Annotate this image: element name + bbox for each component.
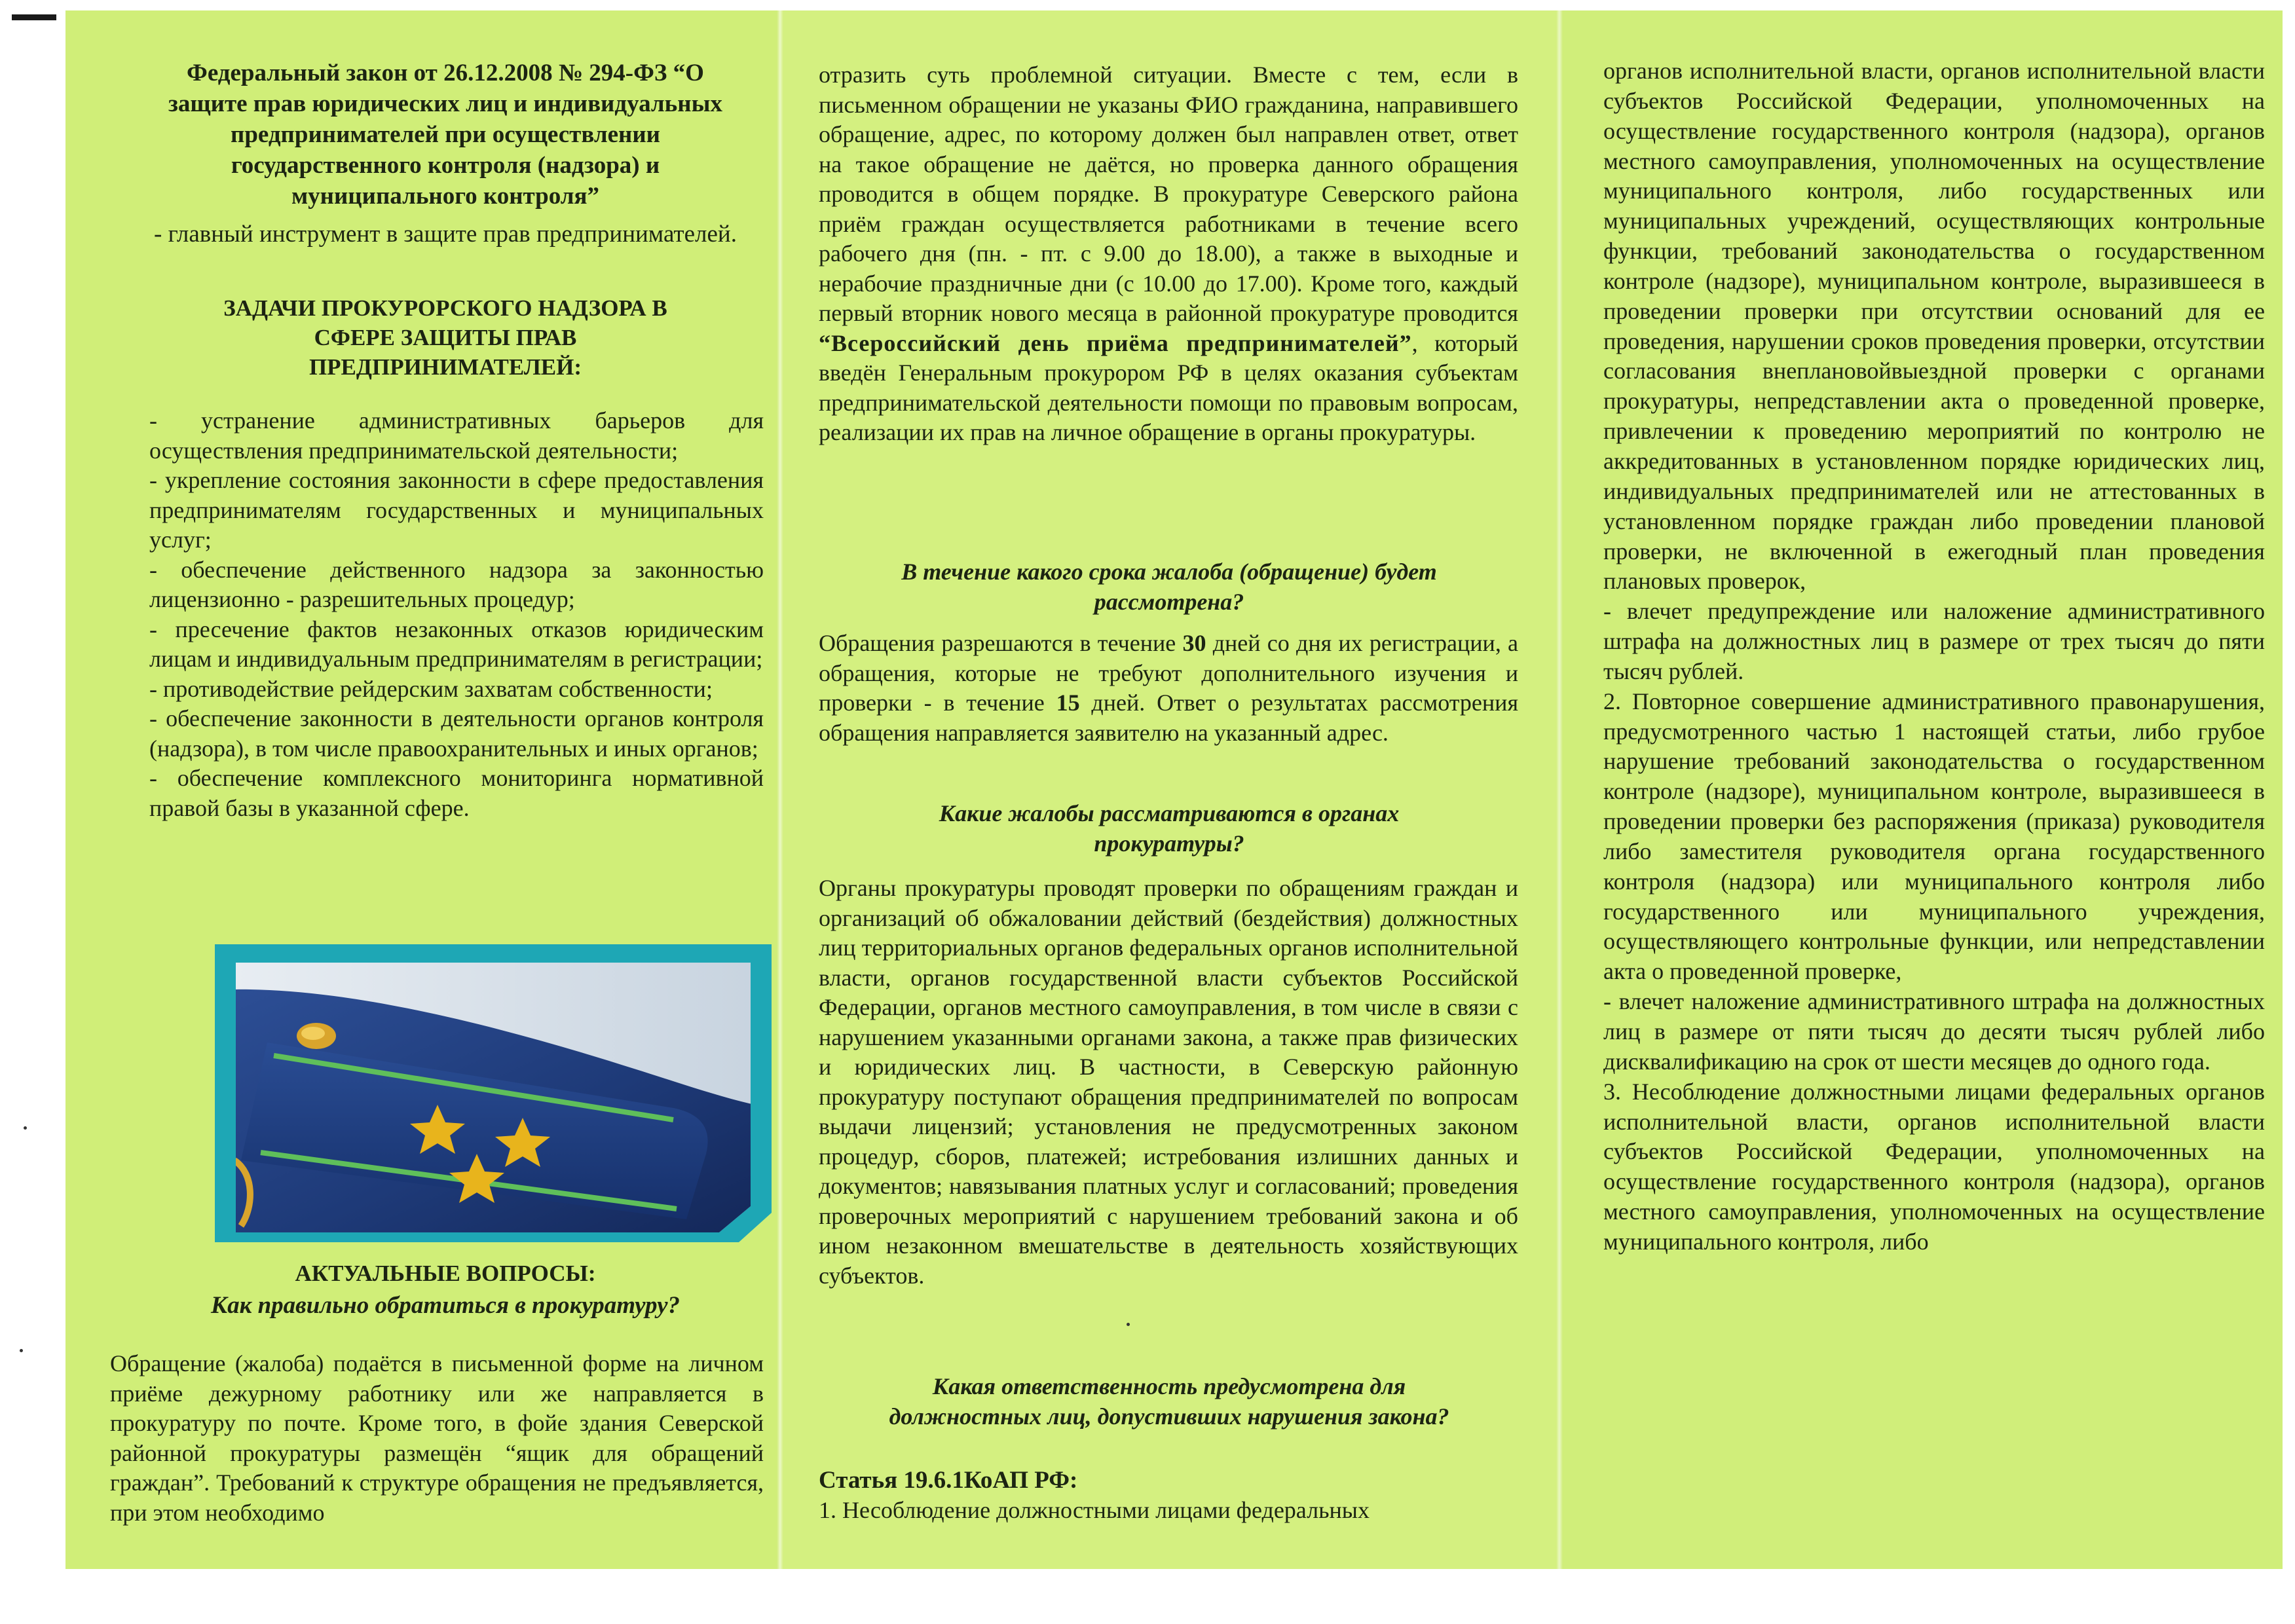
deadline-text-1: Обращения разрешаются в течение xyxy=(819,630,1176,656)
tasks-title: ЗАДАЧИ ПРОКУРОРСКОГО НАДЗОРА В СФЕРЕ ЗАЩИТЫ ПРАВ ПРЕДПРИНИМАТЕЛЕЙ: xyxy=(223,295,667,380)
article-title: Статья 19.6.1КоАП РФ: xyxy=(819,1467,1078,1494)
prosecutor-shoulder-strap-photo xyxy=(215,944,772,1242)
article-paragraph-1-start: 1. Несоблюдение должностными лицами федеральных xyxy=(819,1497,1370,1523)
brochure-panel-right xyxy=(1559,10,2283,1569)
reception-text-1: отразить суть проблемной ситуации. Вместе с тем, если в письменном обращении не указаны ФИО гражданина, направившего обращение, адрес, по которому должен был направлен ответ, ответ на такое обращение не даётся, но проверка данного обращения проводится в общем порядке. В прокуратуре Северского района приём граждан осуществляется работниками в течение всего рабочего дня (пн. - пт. с 9.00 до 18.00), а также в выходные и нерабочие праздничные дни (с 10.00 до 17.00). Кроме того, каждый первый вторник нового месяца в районной прокуратуре проводится xyxy=(819,62,1518,326)
entrepreneurs-day: “Всероссийский день приёма предпринимателей” xyxy=(819,329,1412,356)
article-paragraph-1: органов исполнительной власти, органов исполнительной власти субъектов Российской Федерации, уполномоченных на осуществление государственного контроля (надзора), органов местного самоуправления, уполномоченных на осуществление муниципального контроля, либо государственных или муниципальных учреждений, осуществляющих контрольные функции, требований законодательства о государственном контроле (надзоре), муниципальном контроле, выразившееся в проведении проверки при отсутствии оснований для ее проведения, нарушении сроков проведения проверки, отсутствии согласования внеплановойвыездной проверки с органами прокуратуры, непредставлении акта о проведенной проверке, привлечении к проведению мероприятий по контролю не аккредитованных в установленном порядке юридических лиц, индивидуальных предпринимателей или не аттестованных в установленном порядке граждан либо проведении плановой проверки, не включенной в ежегодный план проведения плановых проверок, xyxy=(1603,58,2265,595)
fold-line xyxy=(777,10,783,1569)
task-item: - обеспечение комплексного мониторинга нормативной правой базы в указанной сфере. xyxy=(149,765,764,821)
article-penalty-1: - влечет предупреждение или наложение административного штрафа на должностных лиц в размере от трех тысяч до пяти тысяч рублей. xyxy=(1603,598,2265,684)
deadline-30-days: 30 xyxy=(1182,630,1206,656)
scan-speck xyxy=(1127,1323,1130,1326)
reception-info xyxy=(819,60,1518,448)
scan-speck xyxy=(24,1126,27,1130)
how-to-contact-question: Как правильно обратиться в прокуратуру? xyxy=(211,1292,680,1319)
brochure-panel-middle xyxy=(779,10,1559,1569)
task-item: - обеспечение действенного надзора за законностью лицензионно - разрешительных процедур; xyxy=(149,556,764,612)
article-continuation xyxy=(1603,56,2265,1257)
article-paragraph-3: 3. Несоблюдение должностными лицами федеральных органов исполнительной власти, органов исполнительной власти субъектов Российской Федерации, уполномоченных на осуществление государственного контроля (надзора), органов местного самоуправления, уполномоченных на осуществление муниципального контроля, либо xyxy=(1603,1078,2265,1255)
article-paragraph-2: 2. Повторное совершение административного правонарушения, предусмотренного частью 1 настоящей статьи, либо грубое нарушение требований законодательства о государственном контроле (надзоре), муниципальном контроле, выразившееся в проведении проверки без распоряжения (приказа) руководителя либо заместителя руководителя органа государственного контроля (надзора) или муниципального контроля либо государственного или муниципального учреждения, осуществляющего контрольные функции, или непредставлении акта о проведенной проверке, xyxy=(1603,688,2265,985)
deadline-text xyxy=(819,629,1518,748)
task-item: - противодействие рейдерским захватам собственности; xyxy=(149,675,713,702)
law-subtitle: - главный инструмент в защите прав предпринимателей. xyxy=(154,221,737,248)
tasks-list xyxy=(149,406,764,823)
law-header: Федеральный закон от 26.12.2008 № 294-ФЗ “О защите прав юридических лиц и индивидуальных предпринимателей при осуществлении государственного контроля (надзора) и муниципального контроля” xyxy=(168,60,722,210)
deadline-question: В течение какого срока жалоба (обращение) будет рассмотрена? xyxy=(901,559,1437,615)
deadline-15-days: 15 xyxy=(1056,690,1080,716)
task-item: - обеспечение законности в деятельности органов контроля (надзора), в том числе правоохранительных и иных органов; xyxy=(149,705,764,762)
task-item: - устранение административных барьеров для осуществления предпринимательской деятельности; xyxy=(149,407,764,464)
liability-question: Какая ответственность предусмотрена для должностных лиц, допустивших нарушения закона? xyxy=(889,1373,1449,1430)
task-item: - укрепление состояния законности в сфере предоставления предпринимателям государственных и муниципальных услуг; xyxy=(149,467,764,553)
complaints-text: Органы прокуратуры проводят проверки по обращениям граждан и организаций об обжаловании действий (бездействия) должностных лиц территориальных органов федеральных органов исполнительной власти, органов государственной власти субъектов Российской Федерации, органов местного самоуправления, в том числе в связи с нарушением указанными органами закона, а также прав физических и юридических лиц. В частности, в Северскую районную прокуратуру поступают обращения предпринимателей по вопросам выдачи лицензий; установления не предусмотренных законом процедур, сборов, платежей; истребования излишних данных и документов; навязывания платных услуг и согласований; проведения проверочных мероприятий с нарушением требований закона и об ином незаконном вмешательстве в деятельность хозяйствующих субъектов. xyxy=(819,875,1518,1289)
actual-questions-title: АКТУАЛЬНЫЕ ВОПРОСЫ: xyxy=(295,1261,596,1286)
deadline-text-3: дней. Ответ о результатах рассмотрения обращения направляется заявителю на указанный адрес. xyxy=(819,690,1518,746)
complaints-question: Какие жалобы рассматриваются в органах прокуратуры? xyxy=(939,800,1400,857)
scan-speck xyxy=(20,1349,23,1352)
brochure-panel-left xyxy=(65,10,779,1569)
scan-edge-mark xyxy=(12,14,56,20)
deadline-text-2: дней со дня их регистрации, а обращения, которые не требуют дополнительного изучения и проверки - в течение xyxy=(819,630,1519,716)
reception-text-2: , который введён Генеральным прокурором РФ в целях оказания субъектам предпринимательской деятельности помощи по правовым вопросам, реализации их прав на личное обращение в органы прокуратуры. xyxy=(819,329,1518,445)
fold-line xyxy=(1556,10,1563,1569)
task-item: - пресечение фактов незаконных отказов юридическим лицам и индивидуальным предпринимателям в регистрации; xyxy=(149,616,764,672)
how-to-contact-text: Обращение (жалоба) подаётся в письменной форме на личном приёме дежурному работнику или же направляется в прокуратуру по почте. Кроме того, в фойе здания Северской районной прокуратуры размещён “ящик для обращений граждан”. Требований к структуре обращения не предъявляется, при этом необходимо xyxy=(110,1350,764,1526)
article-penalty-2: - влечет наложение административного штрафа на должностных лиц в размере от пяти тысяч до десяти тысяч рублей либо дисквалификацию на срок от шести месяцев до одного года. xyxy=(1603,988,2265,1075)
